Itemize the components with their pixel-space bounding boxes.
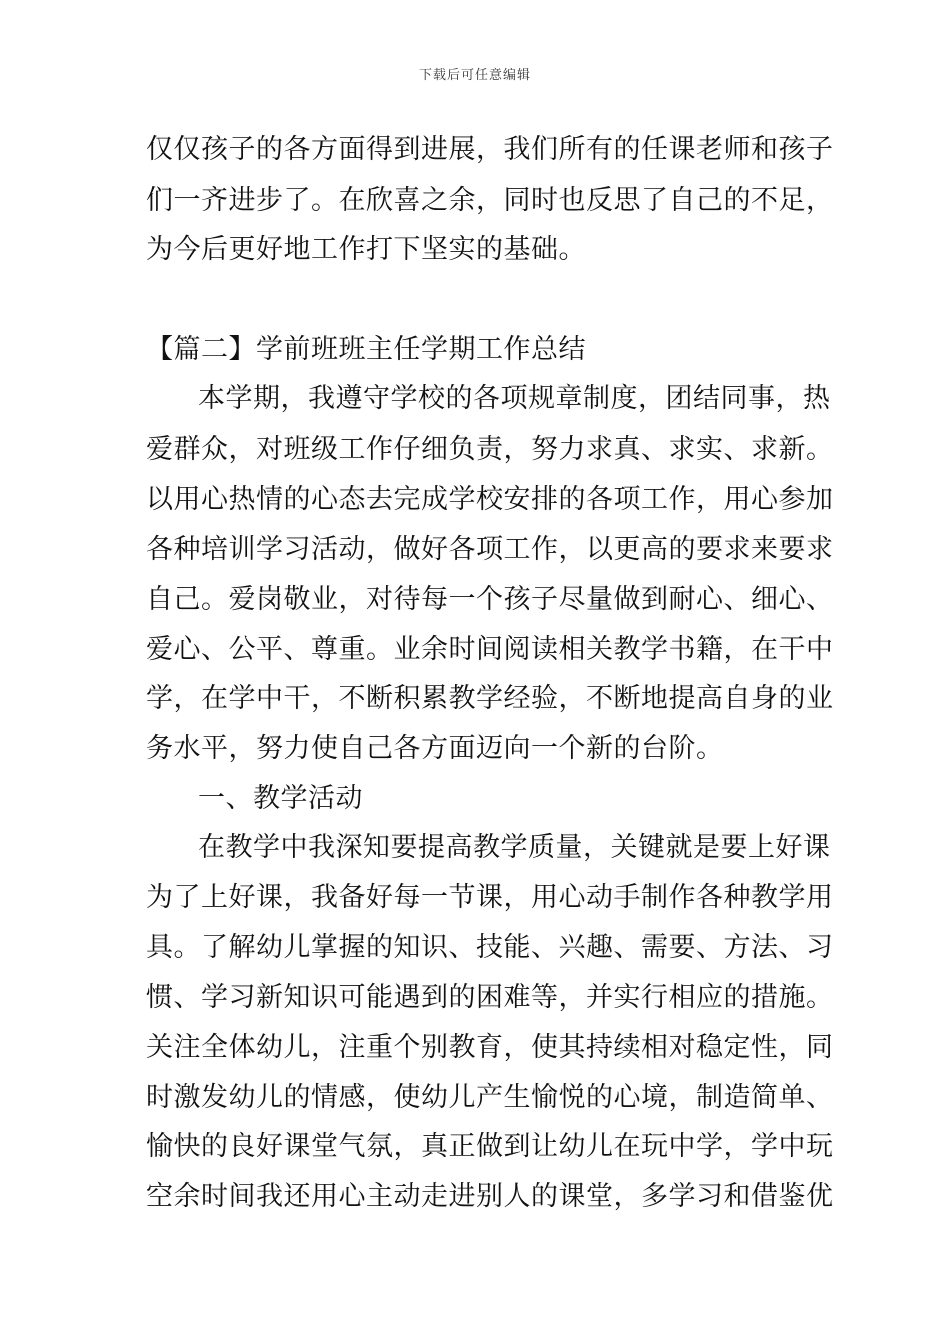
body-line: 爱群众，对班级工作仔细负责，努力求真、求实、求新。 — [146, 434, 834, 465]
paragraph-first-line: 在教学中我深知要提高教学质量，关键就是要上好课 — [198, 832, 831, 863]
body-line: 为了上好课，我备好每一节课，用心动手制作各种教学用 — [146, 882, 834, 913]
body-line: 空余时间我还用心主动走进别人的课堂，多学习和借鉴优 — [146, 1181, 834, 1212]
body-line: 以用心热情的心态去完成学校安排的各项工作，用心参加 — [146, 484, 834, 515]
body-line: 惯、学习新知识可能遇到的困难等，并实行相应的措施。 — [146, 982, 834, 1013]
paragraph-first-line: 本学期，我遵守学校的各项规章制度，团结同事，热 — [198, 383, 831, 414]
section-heading: 【篇二】学前班班主任学期工作总结 — [146, 334, 586, 365]
page-header: 下载后可任意编辑 — [418, 68, 531, 83]
body-line: 各种培训学习活动，做好各项工作，以更高的要求来要求 — [146, 534, 834, 565]
body-line: 爱心、公平、尊重。业余时间阅读相关教学书籍，在干中 — [146, 634, 834, 665]
body-line: 为今后更好地工作打下坚实的基础。 — [146, 234, 586, 265]
body-line: 自己。爱岗敬业，对待每一个孩子尽量做到耐心、细心、 — [146, 584, 834, 615]
body-line: 们一齐进步了。在欣喜之余，同时也反思了自己的不足， — [146, 185, 834, 216]
body-line: 愉快的良好课堂气氛，真正做到让幼儿在玩中学，学中玩 — [146, 1131, 834, 1162]
body-line: 关注全体幼儿，注重个别教育，使其持续相对稳定性，同 — [146, 1032, 834, 1063]
subsection-heading: 一、教学活动 — [198, 783, 363, 814]
body-line: 具。了解幼儿掌握的知识、技能、兴趣、需要、方法、习 — [146, 932, 834, 963]
body-line: 务水平，努力使自己各方面迈向一个新的台阶。 — [146, 733, 724, 764]
body-line: 学，在学中干，不断积累教学经验，不断地提高自身的业 — [146, 683, 834, 714]
body-line: 时激发幼儿的情感，使幼儿产生愉悦的心境，制造简单、 — [146, 1082, 834, 1113]
body-line: 仅仅孩子的各方面得到进展，我们所有的任课老师和孩子 — [146, 134, 834, 165]
